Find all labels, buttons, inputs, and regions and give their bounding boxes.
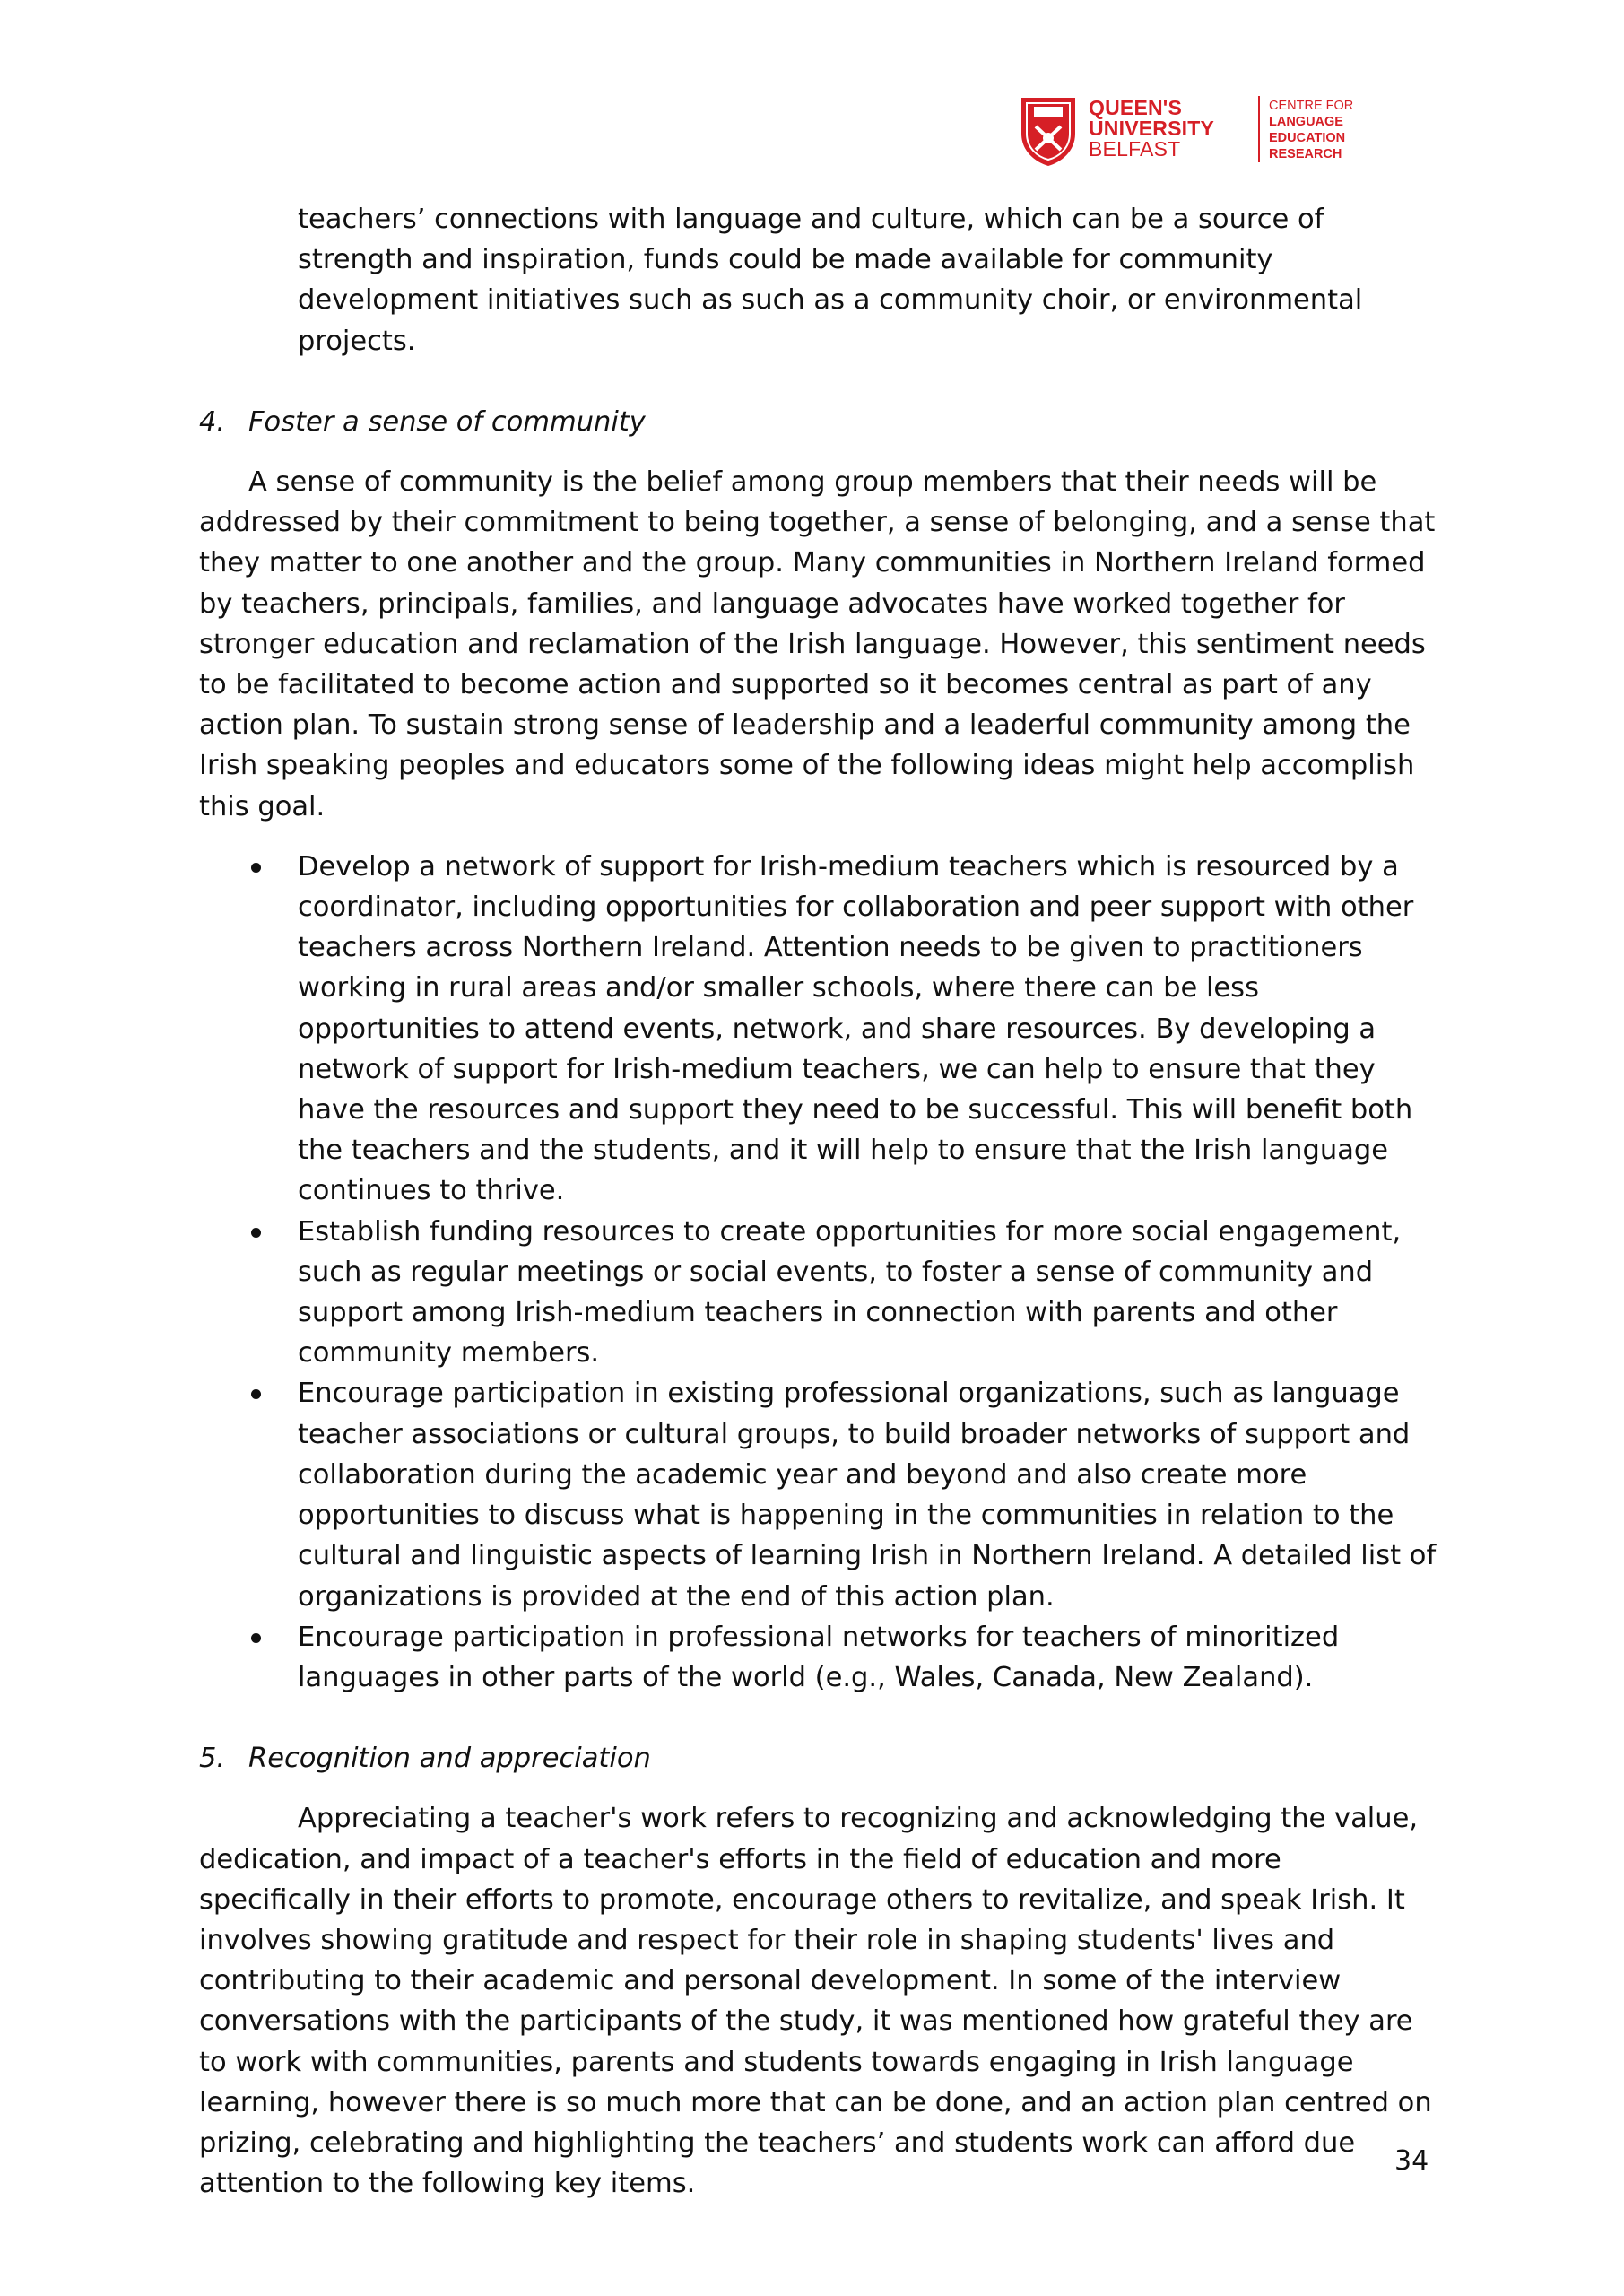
bullet-icon — [251, 863, 261, 873]
university-name-line3: BELFAST — [1089, 137, 1181, 161]
bullet-icon — [251, 1633, 261, 1643]
university-logo — [1018, 94, 1359, 168]
page-number: 34 — [1394, 2145, 1429, 2177]
list-item — [199, 847, 1437, 1212]
logo-divider — [1258, 96, 1260, 162]
list-item-text: Encourage participation in existing professional organizations, such as language teacher associations or cultural groups, to build broader networks of support and collaboration during the academic year and beyond and also create more opportunities to discuss what is happening in the communities in relation to the cultural and linguistic aspects of learning Irish in Northern Ireland. A detailed list of organizations is provided at the end of this action plan. — [298, 1378, 1437, 1613]
centre-name-line2: LANGUAGE — [1269, 115, 1343, 129]
section-4-paragraph: A sense of community is the belief among group members that their needs will be addressed by their commitment to being together, a sense of belonging, and a sense that they matter to one another and the group. Many communities in Northern Ireland formed by teachers, principals, families, and language advocates have worked together for stronger education and reclamation of the Irish language. However, this sentiment needs to be facilitated to become action and supported so it becomes central as part of any action plan. To sustain strong sense of leadership and a leaderful community among the Irish speaking peoples and educators some of the following ideas might help accomplish this goal. — [199, 466, 1436, 822]
university-name-line1: QUEEN'S — [1089, 96, 1183, 119]
bullet-icon — [251, 1228, 261, 1238]
centre-name-line4: RESEARCH — [1269, 147, 1342, 161]
section-5-paragraph: Appreciating a teacher's work refers to recognizing and acknowledging the value, dedication, and impact of a teacher's efforts in the field of education and more specifically in their efforts to promote, encourage others to revitalize, and speak Irish. It involves showing gratitude and respect for their role in shaping students' lives and contributing to their academic and personal development. In some of the interview conversations with the participants of the study, it was mentioned how grateful they are to work with communities, parents and students towards engaging in Irish language learning, however there is so much more that can be done, and an action plan centred on prizing, celebrating and highlighting the teachers’ and students work can afford due attention to the following key items. — [199, 1803, 1432, 2200]
section-5-heading — [199, 1738, 1437, 1779]
bullet-icon — [251, 1389, 261, 1399]
university-crest-icon — [1018, 94, 1079, 168]
list-item-text: Develop a network of support for Irish-medium teachers which is resourced by a coordinator, including opportunities for collaboration and peer support with other teachers across Northern Ireland. Attention needs to be given to practitioners working in rural areas and/or smaller schools, where there can be less opportunities to attend events, network, and share resources. By developing a network of support for Irish-medium teachers, we can help to ensure that they have the resources and support they need to be successful. This will benefit both the teachers and the students, and it will help to ensure that the Irish language continues to thrive. — [298, 850, 1414, 1207]
page-content — [199, 199, 1437, 2204]
section-4-number: 4. — [199, 405, 226, 438]
university-name-line2: UNIVERSITY — [1089, 117, 1215, 140]
list-item — [199, 1212, 1437, 1374]
centre-name-line1: CENTRE FOR — [1269, 99, 1354, 113]
list-item — [199, 1617, 1437, 1698]
list-item-text: Establish funding resources to create opportunities for more social engagement, such as regular meetings or social events, to foster a sense of community and support among Irish-medium teachers in connection with parents and other community members. — [298, 1215, 1402, 1370]
centre-name-line3: EDUCATION — [1269, 131, 1346, 145]
list-item-text: Encourage participation in professional networks for teachers of minoritized languages in other parts of the world (e.g., Wales, Canada, New Zealand). — [298, 1621, 1340, 1693]
section-4-title: Foster a sense of community — [248, 405, 646, 438]
list-item — [199, 1373, 1437, 1616]
section-5-number: 5. — [199, 1743, 226, 1775]
opening-paragraph: teachers’ connections with language and culture, which can be a source of strength and inspiration, funds could be made available for community development initiatives such as such as a community choir, or environmental projects. — [298, 204, 1363, 357]
centre-name — [1269, 98, 1353, 162]
university-name — [1089, 98, 1214, 160]
section-4-heading — [199, 402, 1437, 442]
section-4-bullet-list — [199, 847, 1437, 1698]
section-5-title: Recognition and appreciation — [248, 1743, 651, 1775]
